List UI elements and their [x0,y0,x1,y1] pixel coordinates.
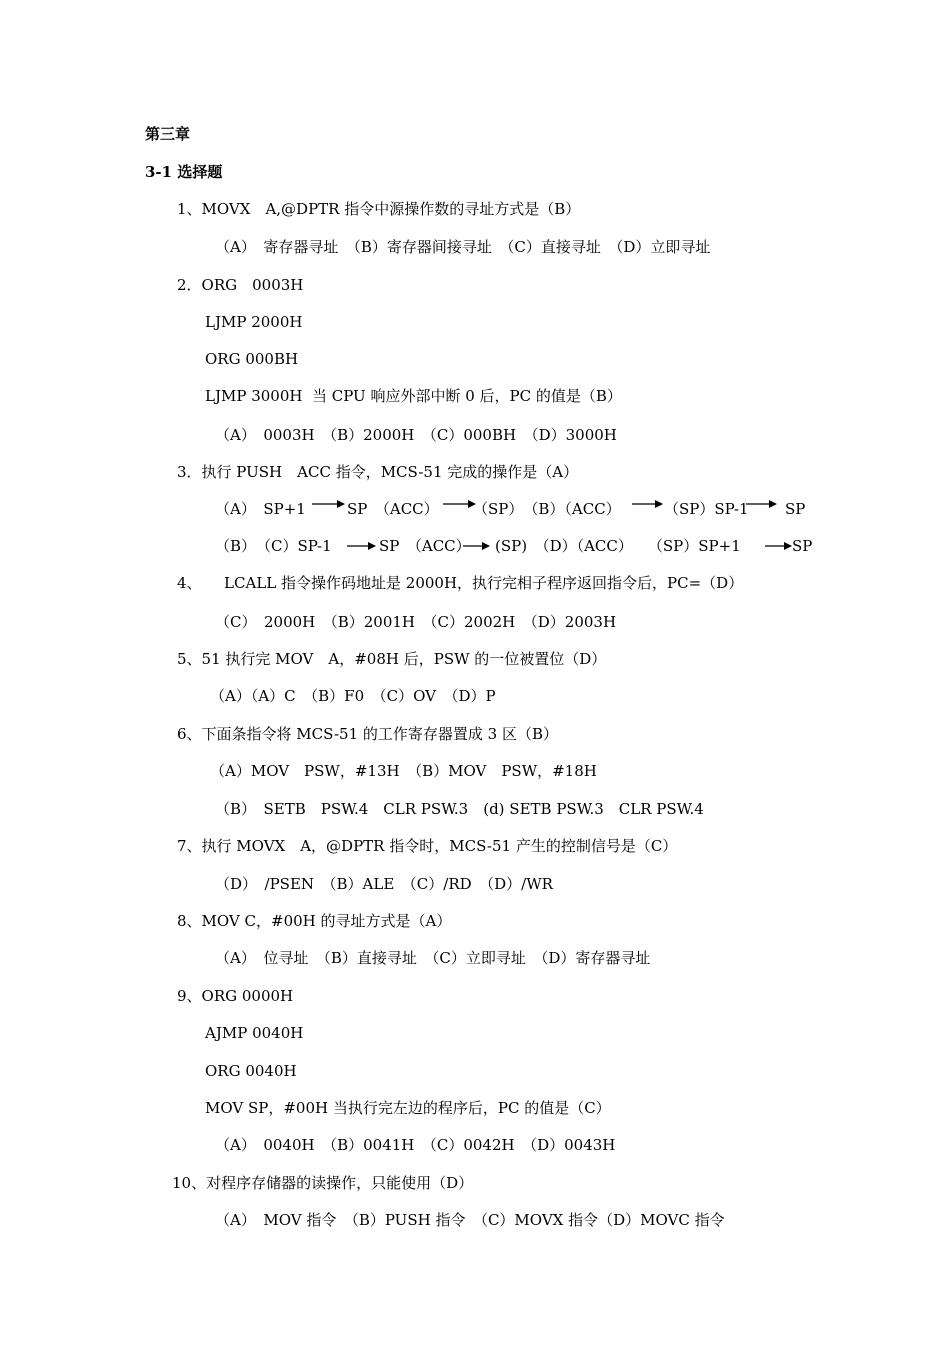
question-4: 4、 LCALL 指令操作码地址是 2000H，执行完相子程序返回指令后，PC=（D） [177,574,744,592]
question-10: 10、对程序存储器的读操作，只能使用（D） [172,1174,474,1192]
question-9-options: （A） 0040H （B）0041H （C）0042H （D）0043H [215,1136,616,1154]
question-3: 3．执行 PUSH ACC 指令，MCS-51 完成的操作是（A） [177,463,579,481]
question-3-option-a-part: （SP）SP-1 [664,500,749,518]
question-3-option-a-part: SP （ACC） [347,500,439,518]
question-3-option-a-part: （A） SP+1 [215,500,306,518]
right-arrow-icon [631,498,665,510]
question-2-code-line: LJMP 3000H 当 CPU 响应外部中断 0 后，PC 的值是（B） [205,387,622,405]
question-8: 8、MOV C，#00H 的寻址方式是（A） [177,912,452,930]
right-arrow-icon [462,540,492,552]
question-3-option-b-part: (SP) （D）（ACC） （SP）SP+1 [495,537,741,555]
question-2: 2．ORG 0003H [177,276,304,294]
right-arrow-icon [346,540,378,552]
question-10-options: （A） MOV 指令 （B）PUSH 指令 （C）MOVX 指令（D）MOVC 指令 [215,1211,725,1229]
question-3-option-b-part: （B） （C）SP-1 [215,537,332,555]
chapter-title: 第三章 [145,125,191,143]
question-2-code-line: ORG 000BH [205,350,299,368]
right-arrow-icon [745,498,779,510]
question-5: 5、51 执行完 MOV A，#08H 后，PSW 的一位被置位（D） [177,650,607,668]
right-arrow-icon [764,540,794,552]
question-6-options: （B） SETB PSW.4 CLR PSW.3 (d) SETB PSW.3 CLR PSW.4 [215,800,704,818]
right-arrow-icon [311,498,347,510]
question-5-options: （A）（A）C （B）F0 （C）OV （D）P [210,687,496,705]
question-7: 7、执行 MOVX A，@DPTR 指令时，MCS-51 产生的控制信号是（C） [177,837,678,855]
question-3-option-b-part: SP [792,537,813,555]
question-6: 6、下面条指令将 MCS-51 的工作寄存器置成 3 区（B） [177,725,559,743]
question-9: 9、ORG 0000H [177,987,294,1005]
question-3-option-a-part: SP [785,500,806,518]
question-3-option-b-part: SP （ACC） [379,537,471,555]
question-2-options: （A） 0003H （B）2000H （C）000BH （D）3000H [215,426,617,444]
question-9-code-line: ORG 0040H [205,1062,297,1080]
question-3-option-a-part: （SP） （B）（ACC） [473,500,621,518]
question-9-code-line: MOV SP，#00H 当执行完左边的程序后，PC 的值是（C） [205,1099,611,1117]
question-1-options: （A） 寄存器寻址 （B）寄存器间接寻址 （C）直接寻址 （D）立即寻址 [215,238,711,256]
section-title: 3-1 选择题 [145,163,223,181]
question-9-code-line: AJMP 0040H [205,1024,304,1042]
question-1: 1、MOVX A,@DPTR 指令中源操作数的寻址方式是（B） [177,200,581,218]
question-8-options: （A） 位寻址 （B）直接寻址 （C）立即寻址 （D）寄存器寻址 [215,949,651,967]
question-4-options: （C） 2000H （B）2001H （C）2002H （D）2003H [215,613,617,631]
question-2-code-line: LJMP 2000H [205,313,303,331]
question-7-options: （D） /PSEN （B）ALE （C）/RD （D）/WR [215,875,553,893]
question-6-options: （A）MOV PSW，#13H （B）MOV PSW，#18H [210,762,597,780]
